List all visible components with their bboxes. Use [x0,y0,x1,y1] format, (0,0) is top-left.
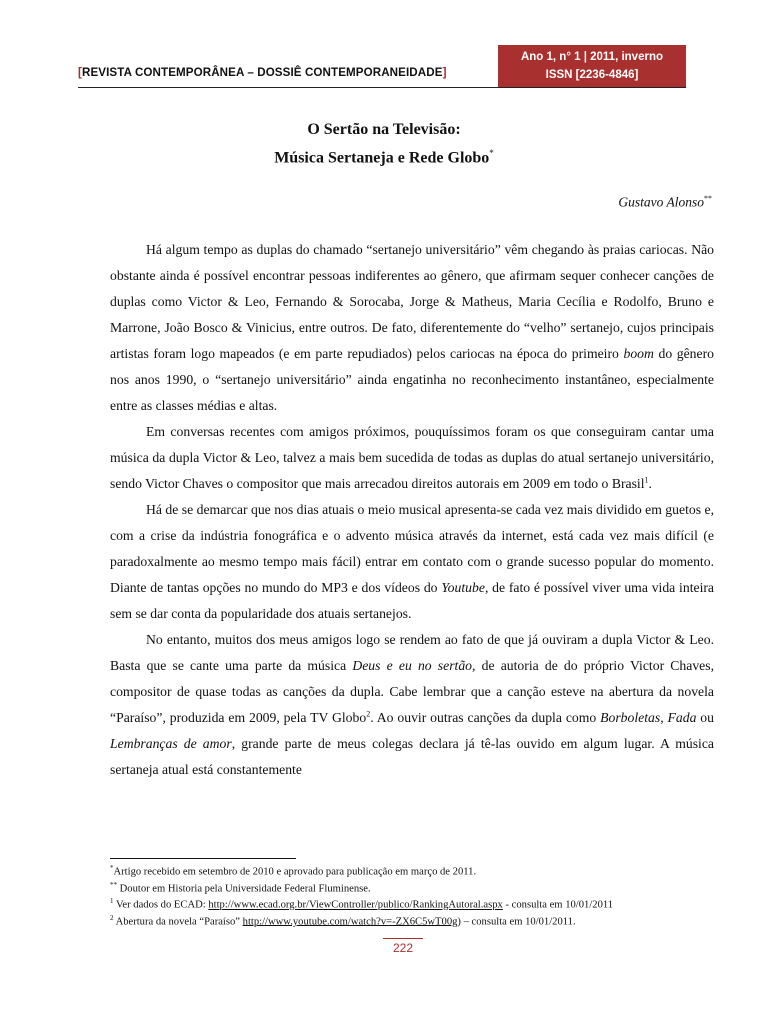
header-rule [78,87,686,88]
article-title [0,121,768,139]
text: . [648,476,652,491]
text: , de autoria de do próprio Victor Chaves, compositor de quase todas as canções da dupla. Cabe lembrar que a canção esteve na abertura da novela “Paraíso”, produzida em 2009, pela TV Globo [110,658,715,725]
bracket-open: [ [78,66,82,79]
text: , [660,710,668,725]
text: do gênero nos anos 1990, o “sertanejo universitário” ainda engatinha no reconhecimento instantâneo, especialmente entre as classes médias e altas. [110,346,714,413]
footnote-mark: * [110,864,114,872]
text: , de fato é possível viver uma vida inteira sem se dar conta da popularidade dos atuais sertanejos. [110,580,715,621]
footnote-rule [110,858,296,859]
bracket-close: ] [442,66,447,79]
author-name: Gustavo Alonso [618,194,704,210]
journal-title [78,66,447,79]
article-subtitle [0,148,768,167]
paragraph [110,627,714,783]
footnotes [110,862,714,928]
paragraph [110,497,714,627]
title-line-1: O Sertão na Televisão: [307,121,461,138]
text: , grande parte de meus colegas declara já tê-las ouvido em algum lugar. A música sertaneja atual está constantemente [110,736,714,777]
footnote-text: ) – consulta em 10/01/2011. [457,916,576,928]
footnote-text: Doutor em Historia pela Universidade Federal Fluminense. [117,883,371,895]
emphasis: Youtube [441,580,485,595]
footnote [110,879,714,896]
page-number-rule [383,938,423,939]
title-footnote-mark: * [489,148,494,158]
paragraph [110,419,714,497]
footnote [110,862,714,879]
page-number: 222 [392,941,414,955]
running-header [78,45,686,89]
article-body [110,237,714,783]
title-line-2: Música Sertaneja e Rede Globo [274,149,490,167]
text: Há de se demarcar que nos dias atuais o meio musical apresenta-se cada vez mais dividido em guetos e, com a crise da indústria fonográfica e o advento música através da internet, está cada vez mais difícil (e paradoxalmente ao mesmo tempo mais fácil) entrar em contato com o grande sucesso popular do momento. Diante de tantas opções no mundo do MP3 e dos vídeos do [110,502,714,595]
text: . Ao ouvir outras canções da dupla como [370,710,601,725]
text: No entanto, muitos dos meus amigos logo se rendem ao fato de que já ouviram a dupla Victor & Leo. Basta que se cante uma parte da música [110,632,714,673]
emphasis: Fada [667,710,697,725]
footnote [110,895,714,912]
youtube-link[interactable]: http://www.youtube.com/watch?v=-ZX6C5wT00g [242,916,458,928]
emphasis: Lembranças de amor [110,736,232,751]
footnote-ref[interactable]: 1 [644,475,649,485]
paragraph [110,237,714,419]
journal-name: REVISTA CONTEMPORÂNEA – DOSSIÊ CONTEMPORANEIDADE [81,66,443,79]
emphasis: Deus e eu no sertão [352,658,473,673]
footnote-text: - consulta em 10/01/2011 [502,899,614,911]
emphasis: boom [623,346,654,361]
author-footnote-mark: ** [704,194,712,203]
text: ou [696,710,714,725]
author [618,194,712,211]
issue-box [498,45,686,87]
ecad-link[interactable]: http://www.ecad.org.br/ViewController/publico/RankingAutoral.aspx [208,899,503,911]
footnote-mark: ** [110,880,117,889]
issue-line: Ano 1, n° 1 | 2011, inverno [520,51,664,63]
emphasis: Borboletas [600,710,661,725]
footnote-text: Abertura da novela “Paraíso” [113,916,243,928]
text: Em conversas recentes com amigos próximos, pouquíssimos foram os que conseguiram cantar uma música da dupla Victor & Leo, talvez a mais bem sucedida de todas as duplas do atual sertanejo universitário, sendo Victor Chaves o compositor que mais arrecadou direitos autorais em 2009 em todo o Brasil [110,424,714,491]
text: Há algum tempo as duplas do chamado “sertanejo universitário” vêm chegando às praias cariocas. Não obstante ainda é possível encontrar pessoas indiferentes ao gênero, que afirmam sequer conhecer canções de duplas como Victor & Leo, Fernando & Sorocaba, Jorge & Matheus, Maria Cecília e Rodolfo, Bruno e Marrone, João Bosco & Vinicius, entre outros. De fato, diferentemente do “velho” sertanejo, cujos principais artistas foram logo mapeados (e em parte repudiados) pelos cariocas na época do primeiro [110,242,714,361]
footnote-text: Artigo recebido em setembro de 2010 e aprovado para publicação em março de 2011. [113,866,477,878]
footnote [110,912,714,929]
footnote-text: Ver dados do ECAD: [113,899,209,911]
footnote-ref[interactable]: 2 [366,709,371,719]
issn-line: ISSN [2236-4846] [545,69,639,81]
footnote-mark: 2 [110,913,114,922]
footnote-mark: 1 [110,897,114,906]
